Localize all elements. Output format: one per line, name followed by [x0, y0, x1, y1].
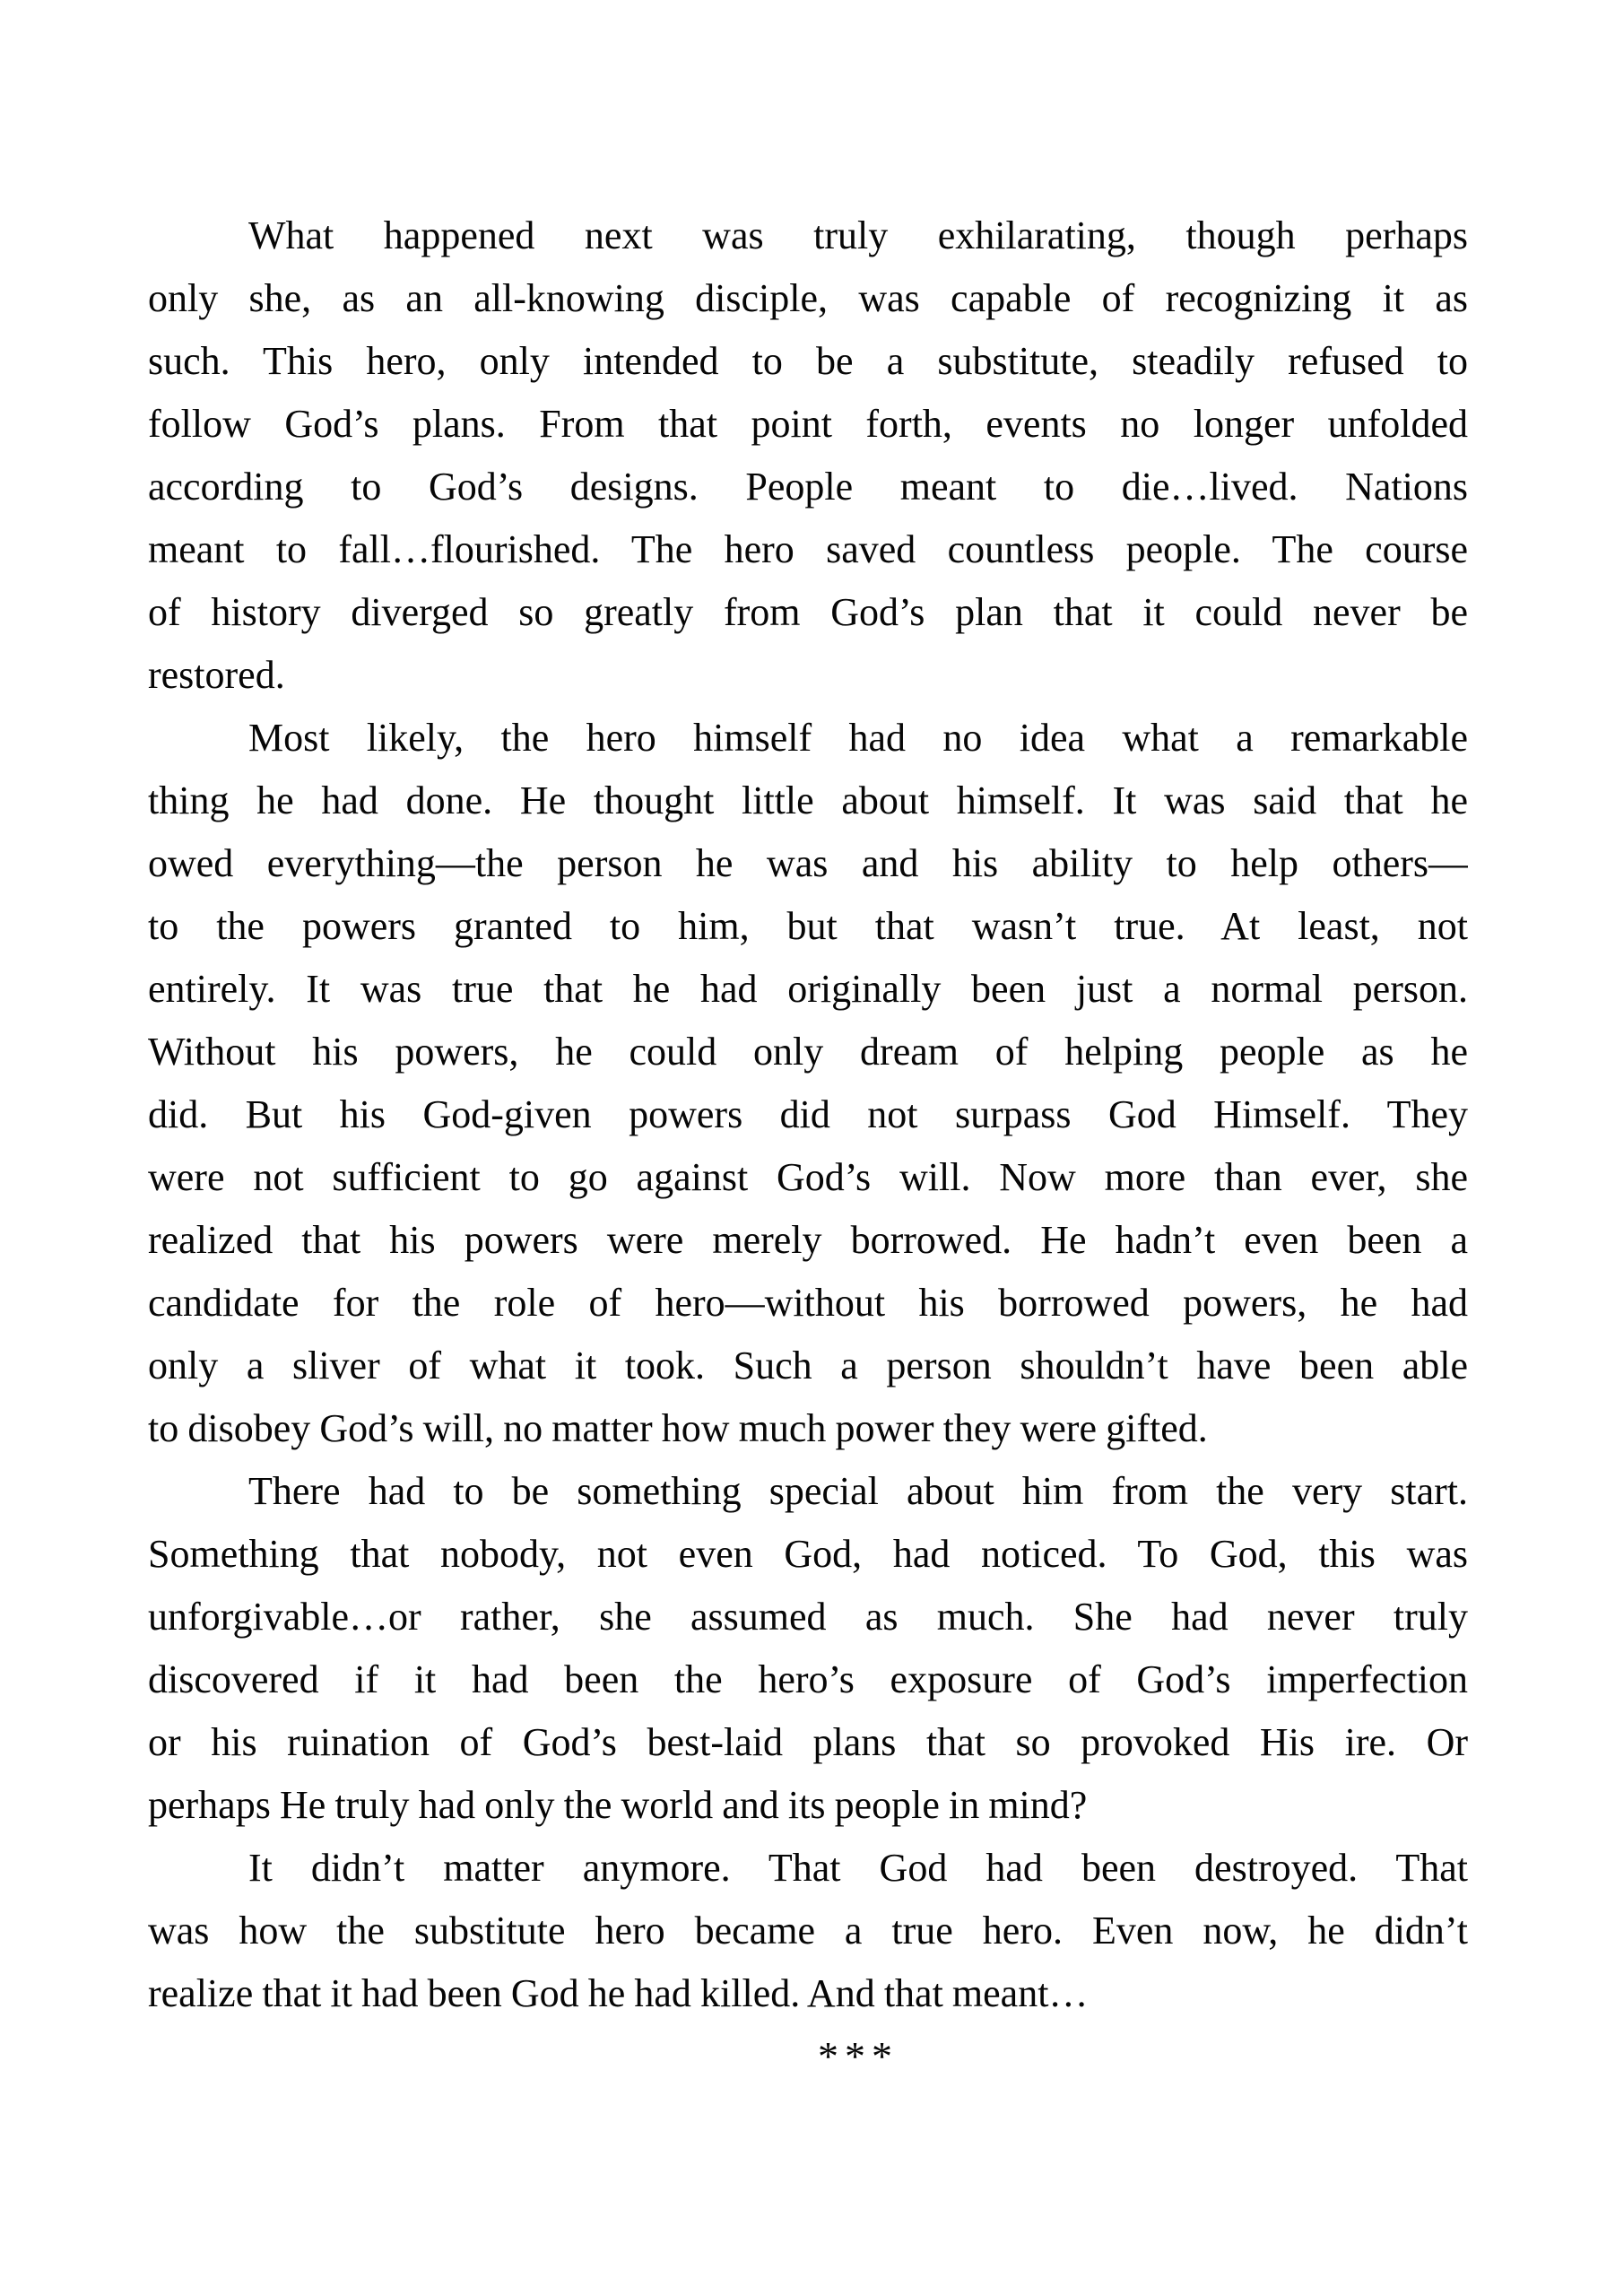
paragraph	[148, 1460, 1468, 1837]
text-line: to the powers granted to him, but that wasn’t true. At least, not	[148, 904, 1468, 948]
text-line: only she, as an all-knowing disciple, was capable of recognizing it as	[148, 276, 1468, 320]
text-line: restored.	[148, 653, 285, 697]
text-line: did. But his God-given powers did not surpass God Himself. They	[148, 1092, 1468, 1136]
text-line: Without his powers, he could only dream of helping people as he	[148, 1030, 1468, 1074]
text-line: of history diverged so greatly from God’s plan that it could never be	[148, 590, 1468, 634]
text-line: was how the substitute hero became a true hero. Even now, he didn’t	[148, 1909, 1468, 1952]
paragraph	[148, 707, 1468, 1460]
text-line: What happened next was truly exhilarating, though perhaps	[248, 213, 1468, 257]
text-line: were not sufficient to go against God’s will. Now more than ever, she	[148, 1155, 1468, 1199]
text-line: meant to fall…flourished. The hero saved countless people. The course	[148, 527, 1468, 571]
text-line: follow God’s plans. From that point forth, events no longer unfolded	[148, 402, 1468, 446]
section-separator-asterisks: ***	[818, 2033, 899, 2079]
text-line: only a sliver of what it took. Such a person shouldn’t have been able	[148, 1344, 1468, 1387]
text-line: Something that nobody, not even God, had noticed. To God, this was	[148, 1532, 1468, 1576]
text-line: thing he had done. He thought little about himself. It was said that he	[148, 778, 1468, 822]
text-block	[148, 204, 1468, 2088]
paragraphs-container	[148, 204, 1468, 2025]
text-line: Most likely, the hero himself had no idea what a remarkable	[248, 716, 1468, 760]
text-line: to disobey God’s will, no matter how much power they were gifted.	[148, 1406, 1208, 1450]
text-line: unforgivable…or rather, she assumed as much. She had never truly	[148, 1595, 1468, 1639]
text-line: realized that his powers were merely borrowed. He hadn’t even been a	[148, 1218, 1468, 1262]
paragraph	[148, 204, 1468, 707]
text-line: candidate for the role of hero—without his borrowed powers, he had	[148, 1281, 1468, 1325]
text-line: or his ruination of God’s best-laid plans that so provoked His ire. Or	[148, 1720, 1468, 1764]
text-line: realize that it had been God he had killed. And that meant…	[148, 1971, 1089, 2015]
text-line: There had to be something special about him from the very start.	[248, 1469, 1468, 1513]
text-line: owed everything—the person he was and his ability to help others—	[148, 841, 1468, 885]
text-line: perhaps He truly had only the world and its people in mind?	[148, 1783, 1088, 1827]
paragraph	[148, 1837, 1468, 2025]
text-line: such. This hero, only intended to be a substitute, steadily refused to	[148, 339, 1468, 383]
text-line: It didn’t matter anymore. That God had been destroyed. That	[248, 1846, 1468, 1890]
text-line: discovered if it had been the hero’s exposure of God’s imperfection	[148, 1657, 1468, 1701]
text-line: entirely. It was true that he had originally been just a normal person.	[148, 967, 1468, 1011]
text-line: according to God’s designs. People meant to die…lived. Nations	[148, 465, 1468, 509]
